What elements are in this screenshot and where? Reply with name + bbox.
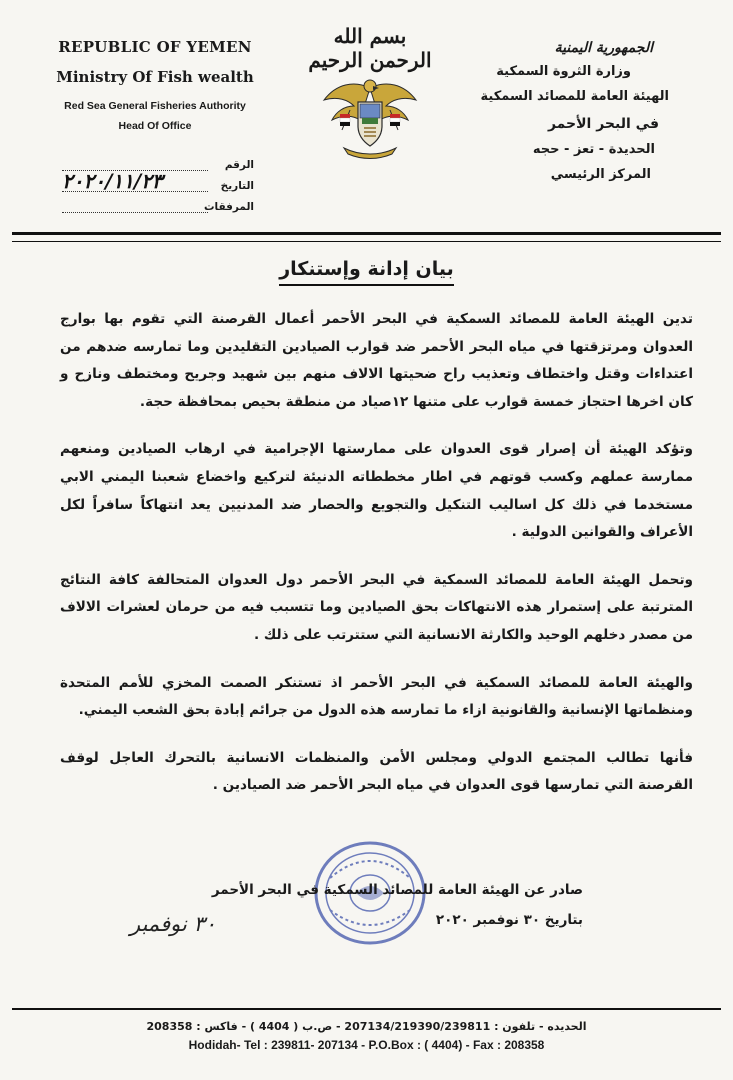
office-en: Head Of Office [118,120,192,132]
authority-ar: الهيئة العامة للمصائد السمكية [480,89,669,104]
handwritten-signature-date: ٣٠ نوفمبر [130,912,217,936]
header-english [40,38,270,132]
issued-by: صادر عن الهيئة العامة للمصائد السمكية في البحر الأحمر [211,882,583,898]
footer-contact-ar: الحديده - تلفون : 207134/219390/239811 - ص.ب ( 4404 ) - فاكس : 208358 [146,1020,587,1033]
ref-attachments-label: المرفقات [203,201,254,213]
yemen-eagle-emblem-icon [320,70,420,160]
basmala-calligraphy: بسم الله الرحمن الرحيم [308,24,432,72]
republic-en: REPUBLIC OF YEMEN [58,38,252,56]
issued-date: بتاريخ ٣٠ نوفمبر ٢٠٢٠ [435,912,583,928]
ref-attachments-line [62,200,208,213]
paragraph-5: فأنها تطالب المجتمع الدولي ومجلس الأمن والمنظمات الانسانية بالتحرك العاجل لوقف القرصنة التي تمارسها قوى العدوان في مياه البحر الأحمر ضد الصيادين . [60,749,693,794]
authority-en: Red Sea General Fisheries Authority [64,100,246,112]
statement-body [60,306,693,820]
paragraph-1: تدين الهيئة العامة للمصائد السمكية في البحر الأحمر أعمال القرصنة التي تقوم بها بوارج العدوان ومرتزقتها في مياه البحر الأحمر ضد قوارب الصيادين التقليدين وما تمارسه ضدهم من اعتداءات وقتل واختطاف وتعذيب راح ضحيتها الالاف منهم بين شهيد وجريح ومختطف ونازح و كان اخرها احتجاز خمسة قوارب على متنها ١٢صياد من منطقة بحيص بمحافظة حجة. [60,311,693,410]
paragraph-2: وتؤكد الهيئة أن إصرار قوى العدوان على ممارستها الإجرامية في ارهاب الصيادين ومنعهم ممارسة عملهم وكسب قوتهم في اطار مخططاته الدنيئة لتركيع واخضاع شعبنا اليمني الابي مستخدما في ذلك كل اساليب التنكيل والتجويع والحصار ضد المدنيين يعد انتهاكاً سافراً لكل الأعراف والقوانين الدولية . [60,441,693,541]
handwritten-date: ٢٠٢٠/١١/٢٣ [62,169,163,193]
ministry-en: Ministry Of Fish wealth [56,68,254,86]
paragraph-4: والهيئة العامة للمصائد السمكية في البحر الأحمر اذ تستنكر الصمت المخزي للأمم المتحدة ومنظماتها الإنسانية والقانونية ازاء ما تمارسه هذه الدول من جرائم إبادة بحق الشعب اليمني. [60,674,693,719]
footer-contact-en: Hodidah- Tel : 239811- 207134 - P.O.Box : ( 4404) - Fax : 208358 [188,1038,545,1052]
cities-ar: الحديدة - تعز - حجه [532,142,655,157]
ref-number-label: الرقم [224,159,254,171]
header-arabic [441,40,671,182]
ref-date-label: التاريخ [220,180,254,192]
ref-number-row [62,150,254,171]
footer-divider [12,1008,721,1010]
paragraph-3: وتحمل الهيئة العامة للمصائد السمكية في البحر الأحمر دول العدوان المتحالفة كافة النتائج المترتبة على إستمرار هذه الانتهاكات بحق الصيادين وما تتسبب فيه من حرمان لعشرات الالاف من مصدر دخلهم الوحيد والكارثة الانسانية التي ستترتب على ذلك . [60,571,693,643]
office-ar: المركز الرئيسي [550,167,651,182]
statement-title-text: بيان إدانة وإستنكار [279,258,454,286]
reference-fields [62,150,254,213]
ref-date-line [62,169,208,193]
republic-ar: الجمهورية اليمنية [554,40,653,56]
region-ar: في البحر الأحمر [547,116,659,132]
ministry-ar: وزارة الثروة السمكية [496,64,631,79]
ref-date-row [62,171,254,192]
statement-title [0,258,733,280]
ref-attachments-row [62,192,254,213]
header-divider [12,232,721,242]
